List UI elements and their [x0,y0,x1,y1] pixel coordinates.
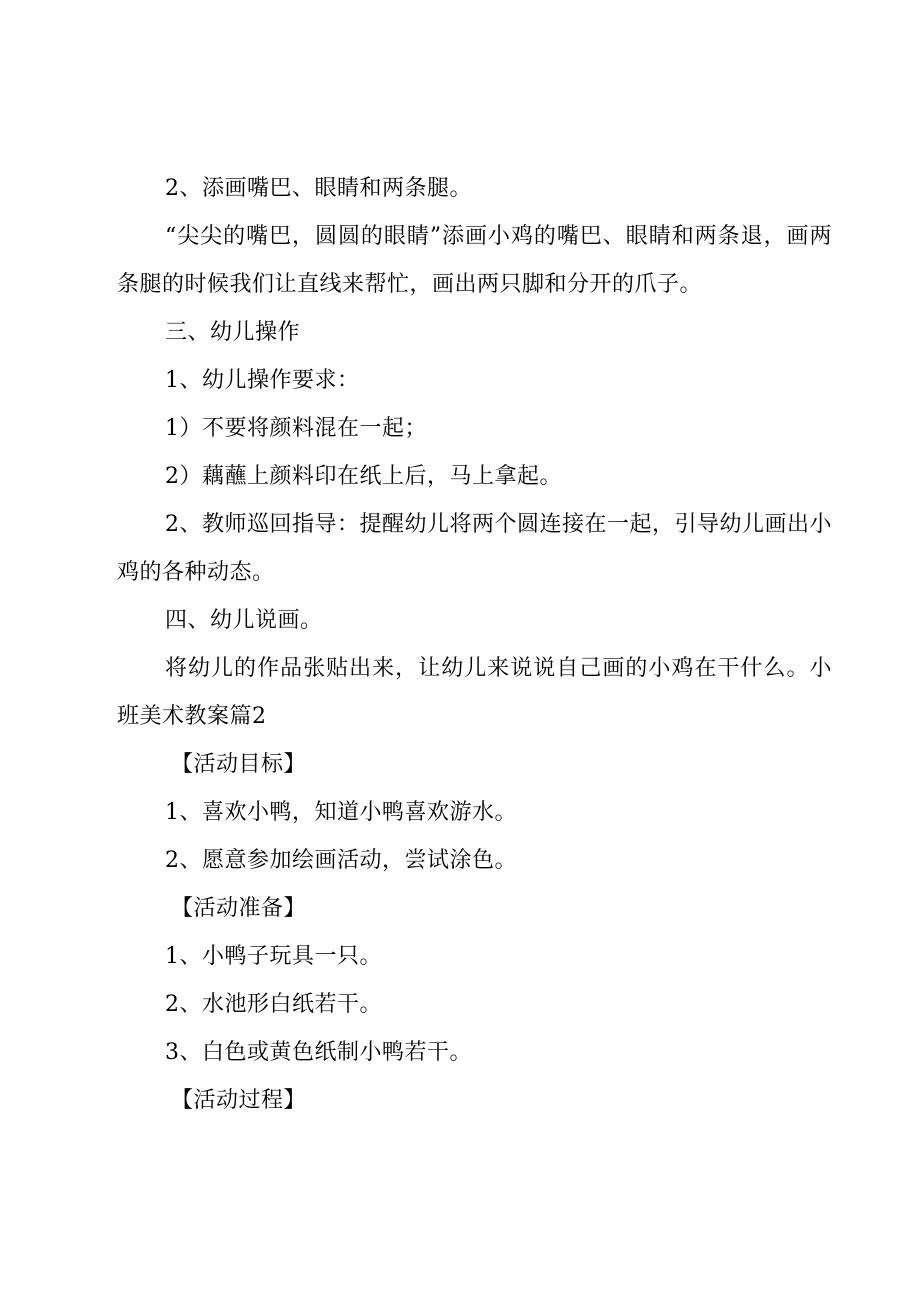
heading-activity-process: 【活动过程】 [171,1088,307,1113]
paragraph-requirement-2: 2）藕蘸上颜料印在纸上后，马上拿起。 [165,464,562,489]
heading-activity-goals: 【活动目标】 [171,752,307,777]
paragraph-step-2-add-features: 2、添画嘴巴、眼睛和两条腿。 [165,176,472,201]
paragraph-goal-1: 1、喜欢小鸭，知道小鸭喜欢游水。 [165,800,517,825]
heading-activity-preparation: 【活动准备】 [171,896,307,921]
paragraph-add-features-detail: “尖尖的嘴巴，圆圆的眼睛”添画小鸡的嘴巴、眼睛和两条退，画两条腿的时候我们让直线来帮忙，画出两只脚和分开的爪子。 [117,224,832,297]
paragraph-requirement-1: 1）不要将颜料混在一起； [165,416,427,441]
paragraph-teacher-guidance: 2、教师巡回指导：提醒幼儿将两个圆连接在一起，引导幼儿画出小鸡的各种动态。 [117,512,832,585]
document-body [117,165,832,1125]
paragraph-prep-3: 3、白色或黄色纸制小鸭若干。 [165,1040,472,1065]
paragraph-display-works: 将幼儿的作品张贴出来，让幼儿来说说自己画的小鸡在干什么。小班美术教案篇2 [117,656,832,729]
paragraph-requirements: 1、幼儿操作要求： [165,368,360,393]
heading-section-3: 三、幼儿操作 [165,320,301,345]
paragraph-goal-2: 2、愿意参加绘画活动，尝试涂色。 [165,848,517,873]
paragraph-prep-2: 2、水池形白纸若干。 [165,992,382,1017]
heading-section-4: 四、幼儿说画。 [165,608,323,633]
paragraph-prep-1: 1、小鸭子玩具一只。 [165,944,382,969]
